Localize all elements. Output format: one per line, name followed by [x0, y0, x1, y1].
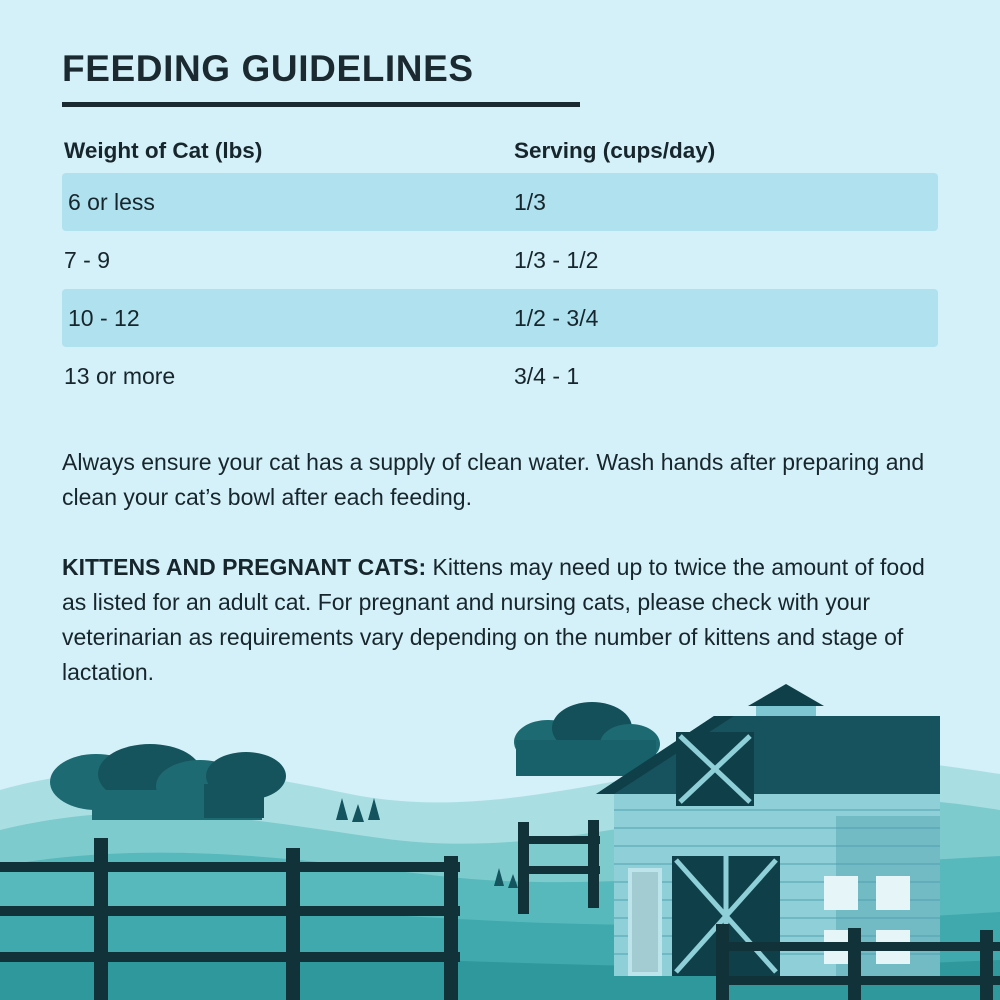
table-row	[62, 231, 938, 289]
cell-weight: 13 or more	[64, 362, 176, 389]
column-header-serving: Serving (cups/day)	[514, 138, 716, 163]
cell-serving: 1/2 - 3/4	[514, 304, 599, 331]
cell-serving: 1/3 - 1/2	[514, 246, 599, 273]
kittens-note-label: KITTENS AND PREGNANT CATS:	[62, 554, 427, 580]
cell-serving: 1/3	[514, 188, 546, 215]
tree-cluster-left	[50, 744, 286, 820]
table-row	[62, 173, 938, 231]
table-row	[62, 347, 938, 405]
title-underline	[62, 102, 580, 107]
cell-serving: 3/4 - 1	[514, 362, 580, 389]
page-title: FEEDING GUIDELINES	[62, 48, 474, 89]
cell-weight: 10 - 12	[68, 304, 140, 331]
barn	[596, 684, 1000, 976]
feeding-table	[62, 129, 938, 405]
cell-weight: 6 or less	[68, 188, 155, 215]
kittens-note-body: Kittens may need up to twice the amount of food as listed for an adult cat. For pregnant and nursing cats, please check with your veterinarian as requirements vary depending on the number of kittens and stage of lactation.	[62, 554, 925, 685]
column-header-weight: Weight of Cat (lbs)	[64, 138, 263, 163]
table-header-row	[62, 129, 938, 173]
water-note: Always ensure your cat has a supply of clean water. Wash hands after preparing and clean your cat’s bowl after each feeding.	[62, 449, 925, 510]
table-row	[62, 289, 938, 347]
cell-weight: 7 - 9	[64, 246, 111, 273]
farm-barn-illustration	[0, 670, 1000, 1000]
kittens-note	[62, 550, 942, 690]
